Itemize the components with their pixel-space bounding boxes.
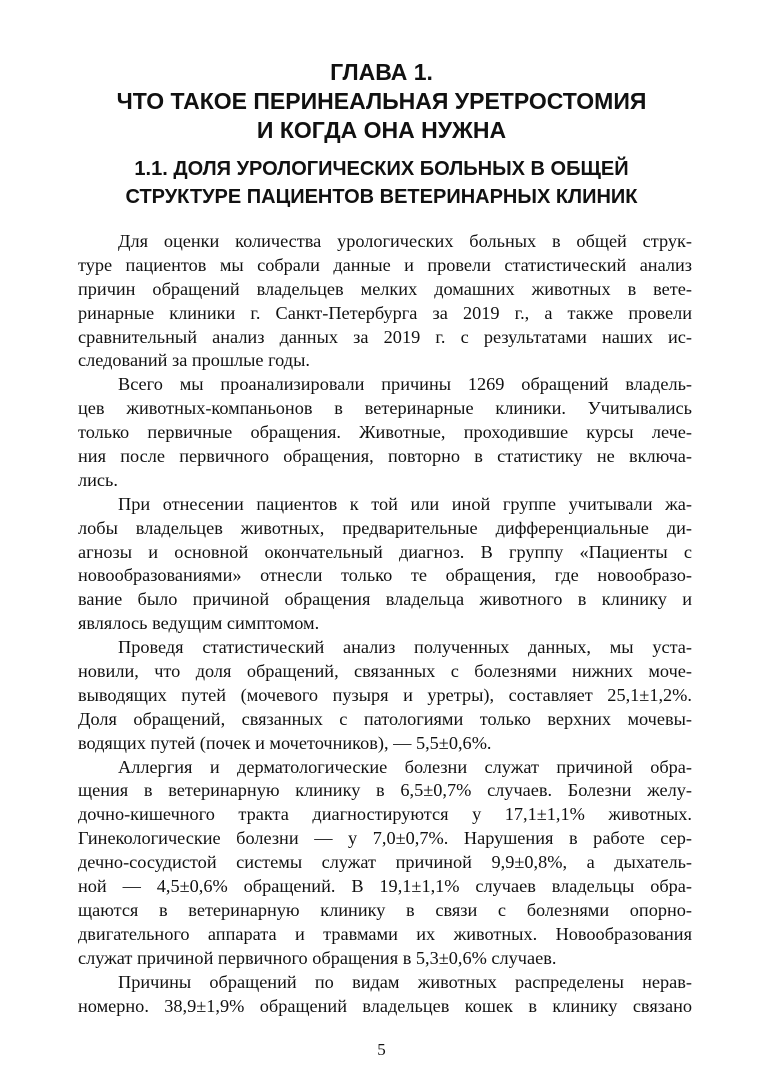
paragraph-line: водящих путей (почек и мочеточников), — 5,5±0,6%. xyxy=(78,732,492,753)
page-number: 5 xyxy=(377,1040,386,1059)
paragraph-line: ринарные клиники г. Санкт-Петербурга за 2019 г., а также провели xyxy=(78,302,692,323)
paragraph-line: выводящих путей (мочевого пузыря и уретры), составляет 25,1±1,2%. xyxy=(78,684,692,705)
paragraph-line: цев животных-компаньонов в ветеринарные клиники. Учитывались xyxy=(78,398,692,419)
body-text xyxy=(78,230,692,1018)
paragraph xyxy=(78,756,692,971)
paragraph xyxy=(78,373,692,492)
paragraph-line: При отнесении пациентов к той или иной группе учитывали жа- xyxy=(118,493,692,514)
paragraph-line: номерно. 38,9±1,9% обращений владельцев кошек в клинику связано xyxy=(78,995,692,1016)
paragraph-line: туре пациентов мы собрали данные и провели статистический анализ xyxy=(78,254,692,275)
paragraph-line: лись. xyxy=(78,469,118,490)
section-title-line: 1.1. ДОЛЯ УРОЛОГИЧЕСКИХ БОЛЬНЫХ В ОБЩЕЙ xyxy=(134,158,629,180)
paragraph-line: Доля обращений, связанных с патологиями только верхних мочевы- xyxy=(78,708,692,729)
paragraph-line: только первичные обращения. Животные, проходившие курсы лече- xyxy=(78,422,692,443)
paragraph-line: агнозы и основной окончательный диагноз. В группу «Пациенты с xyxy=(78,541,692,562)
paragraph-line: вание было причиной обращения владельца животного в клинику и xyxy=(78,589,692,610)
paragraph-line: являлось ведущим симптомом. xyxy=(78,613,320,634)
paragraph-line: ной — 4,5±0,6% обращений. В 19,1±1,1% случаев владельцы обра- xyxy=(78,876,692,897)
paragraph-line: ния после первичного обращения, повторно в статистику не включа- xyxy=(78,446,692,467)
paragraph-line: Гинекологические болезни — у 7,0±0,7%. Нарушения в работе сер- xyxy=(78,828,692,849)
paragraph xyxy=(78,493,692,636)
paragraph-line: щаются в ветеринарную клинику в связи с болезнями опорно- xyxy=(78,899,692,920)
paragraph-line: Всего мы проанализировали причины 1269 обращений владель- xyxy=(118,374,692,395)
paragraph-line: причин обращений владельцев мелких домашних животных в вете- xyxy=(78,278,692,299)
paragraph-line: сравнительный анализ данных за 2019 г. с результатами наших ис- xyxy=(78,326,692,347)
paragraph-line: дечно-сосудистой системы служат причиной 9,9±0,8%, а дыхатель- xyxy=(78,852,692,873)
paragraph-line: щения в ветеринарную клинику в 6,5±0,7% случаев. Болезни желу- xyxy=(78,780,692,801)
paragraph-line: новили, что доля обращений, связанных с болезнями нижних моче- xyxy=(78,661,692,682)
chapter-title-line: ГЛАВА 1. xyxy=(330,59,433,85)
paragraph-line: Проведя статистический анализ полученных данных, мы уста- xyxy=(118,637,692,658)
paragraph-line: следований за прошлые годы. xyxy=(78,350,310,371)
paragraph-line: новообразованиями» отнесли только те обращения, где новообразо- xyxy=(78,565,692,586)
paragraph xyxy=(78,636,692,755)
section-title xyxy=(0,155,763,211)
paragraph-line: дочно-кишечного тракта диагностируются у 17,1±1,1% животных. xyxy=(78,804,692,825)
paragraph-line: Причины обращений по видам животных распределены нерав- xyxy=(118,971,692,992)
paragraph xyxy=(78,971,692,1019)
paragraph-line: служат причиной первичного обращения в 5,3±0,6% случаев. xyxy=(78,947,557,968)
section-title-line: СТРУКТУРЕ ПАЦИЕНТОВ ВЕТЕРИНАРНЫХ КЛИНИК xyxy=(125,186,638,208)
paragraph-line: двигательного аппарата и травмами их животных. Новообразования xyxy=(78,923,692,944)
chapter-title-line: ЧТО ТАКОЕ ПЕРИНЕАЛЬНАЯ УРЕТРОСТОМИЯ xyxy=(116,88,647,114)
paragraph xyxy=(78,230,692,373)
chapter-title-line: И КОГДА ОНА НУЖНА xyxy=(256,117,507,143)
paragraph-line: Для оценки количества урологических больных в общей струк- xyxy=(118,231,692,251)
paragraph-line: Аллергия и дерматологические болезни служат причиной обра- xyxy=(118,756,692,777)
chapter-title xyxy=(0,58,763,145)
paragraph-line: лобы владельцев животных, предварительные дифференциальные ди- xyxy=(78,517,692,538)
